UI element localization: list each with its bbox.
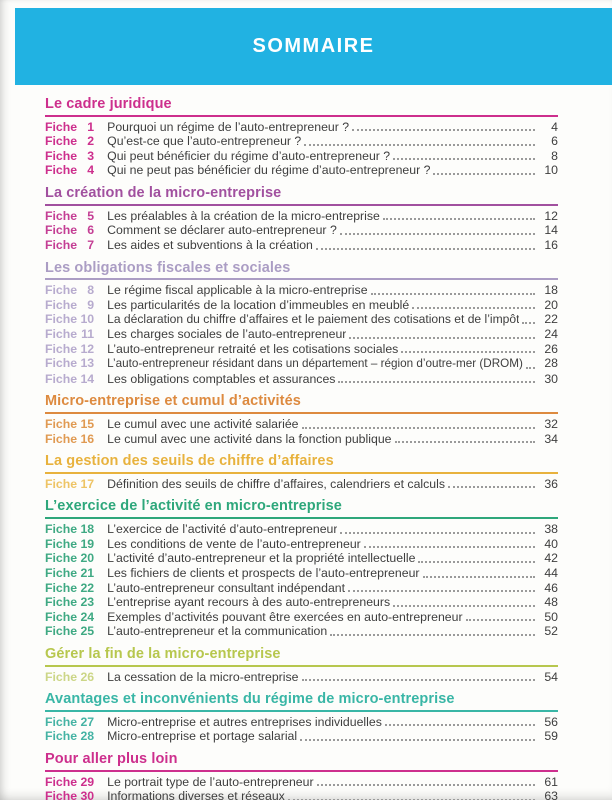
dot-leader <box>349 337 535 339</box>
entry-title: Les fichiers de clients et prospects de l’auto-entrepreneur <box>107 565 420 580</box>
toc-entry <box>45 134 558 149</box>
entry-title: Les aides et subventions à la création <box>107 237 313 252</box>
dot-leader <box>448 486 535 488</box>
fiche-label: Fiche <box>45 163 78 178</box>
dot-leader <box>418 561 535 563</box>
entry-title: L’exercice de l’activité d’auto-entrepreneur <box>107 522 338 537</box>
entry-page-number: 40 <box>544 536 558 551</box>
toc-entry <box>45 670 558 685</box>
fiche-label: Fiche <box>45 624 78 639</box>
dot-leader <box>302 427 535 429</box>
fiche-number: 29 <box>80 774 95 789</box>
section-heading: Micro-entreprise et cumul d’activités <box>45 393 301 410</box>
fiche-label: Fiche <box>45 476 78 491</box>
entry-page-number: 44 <box>544 565 558 580</box>
fiche-number: 10 <box>80 312 95 327</box>
fiche-number: 21 <box>80 565 95 580</box>
fiche-label: Fiche <box>45 326 78 341</box>
header-band <box>15 8 612 85</box>
fiche-label: Fiche <box>45 341 78 356</box>
fiche-number: 30 <box>80 789 95 800</box>
toc-entry <box>45 729 558 744</box>
fiche-number: 12 <box>80 341 95 356</box>
fiche-label: Fiche <box>45 431 78 446</box>
entry-page-number: 28 <box>544 356 558 371</box>
entry-page-number: 26 <box>544 341 558 356</box>
dot-leader <box>385 724 535 726</box>
toc-section <box>45 260 558 387</box>
fiche-number: 9 <box>87 297 95 312</box>
fiche-number: 22 <box>80 580 95 595</box>
fiche-label: Fiche <box>45 371 78 386</box>
entry-title: L’auto-entrepreneur consultant indépendant <box>107 580 346 595</box>
entry-title: La cessation de la micro-entreprise <box>107 669 299 684</box>
fiche-number: 26 <box>80 669 95 684</box>
fiche-number: 27 <box>80 714 95 729</box>
toc-section <box>45 185 558 252</box>
fiche-number: 23 <box>80 595 95 610</box>
toc-section <box>45 646 558 684</box>
entry-title: Les conditions de vente de l’auto-entrepreneur <box>107 536 361 551</box>
fiche-label: Fiche <box>45 119 78 134</box>
toc-entry <box>45 610 558 625</box>
entry-title: Définition des seuils de chiffre d’affaires, calendriers et calculs <box>107 476 446 491</box>
fiche-label: Fiche <box>45 134 78 149</box>
toc-entry <box>45 356 558 372</box>
toc-entry <box>45 581 558 596</box>
entry-title: Pourquoi un régime de l’auto-entrepreneur ? <box>107 119 350 134</box>
section-heading: L’exercice de l’activité en micro-entreprise <box>45 498 342 515</box>
entry-page-number: 52 <box>544 624 558 639</box>
entry-page-number: 10 <box>544 163 558 178</box>
toc-entry <box>45 342 558 357</box>
fiche-number: 7 <box>87 237 95 252</box>
page-title: SOMMAIRE <box>252 35 375 57</box>
section-entries <box>45 670 558 685</box>
dot-leader <box>300 739 535 741</box>
entry-page-number: 14 <box>544 223 558 238</box>
section-underline <box>45 665 558 667</box>
entry-title: Qui ne peut pas bénéficier du régime d’auto-entrepreneur ? <box>107 163 431 178</box>
section-heading: La gestion des seuils de chiffre d’affaires <box>45 453 334 470</box>
dot-leader <box>302 679 535 681</box>
entry-page-number: 32 <box>544 417 558 431</box>
toc-section <box>45 691 558 744</box>
entry-page-number: 6 <box>551 134 558 149</box>
toc-entry <box>45 209 558 224</box>
dot-leader <box>304 144 535 146</box>
section-entries <box>45 715 558 744</box>
fiche-label: Fiche <box>45 714 78 729</box>
entry-page-number: 8 <box>551 148 558 163</box>
section-entries <box>45 120 558 178</box>
toc-entry <box>45 327 558 342</box>
toc-entry <box>45 120 558 135</box>
fiche-number: 15 <box>80 417 95 431</box>
fiche-label: Fiche <box>45 536 78 551</box>
section-underline <box>45 204 558 206</box>
entry-title: Micro-entreprise et portage salarial <box>107 729 298 744</box>
dot-leader <box>330 634 535 636</box>
toc-entry <box>45 298 558 313</box>
dot-leader <box>466 619 535 621</box>
entry-page-number: 4 <box>551 119 558 134</box>
section-heading: Pour aller plus loin <box>45 751 178 767</box>
entry-page-number: 36 <box>544 476 558 491</box>
toc-entry <box>45 238 558 253</box>
fiche-number: 28 <box>80 729 95 744</box>
entry-page-number: 63 <box>544 789 558 800</box>
dot-leader <box>401 351 535 353</box>
toc-section <box>45 751 558 800</box>
section-heading: Le cadre juridique <box>45 96 172 112</box>
section-entries <box>45 522 558 639</box>
fiche-label: Fiche <box>45 774 78 789</box>
section-underline <box>45 770 558 772</box>
fiche-label: Fiche <box>45 208 78 223</box>
fiche-label: Fiche <box>45 312 78 327</box>
dot-leader <box>352 129 535 131</box>
entry-page-number: 34 <box>544 431 558 446</box>
entry-page-number: 30 <box>544 371 558 386</box>
entry-title: Qui peut bénéficier du régime d’auto-entrepreneur ? <box>107 148 391 163</box>
toc-entry <box>45 477 558 492</box>
fiche-number: 5 <box>87 208 95 223</box>
toc-entry <box>45 432 558 447</box>
section-heading: La création de la micro-entreprise <box>45 185 282 202</box>
fiche-number: 25 <box>80 624 95 639</box>
entry-page-number: 48 <box>544 595 558 610</box>
section-underline <box>45 472 558 474</box>
fiche-number: 20 <box>80 551 95 566</box>
dot-leader <box>433 173 535 175</box>
fiche-label: Fiche <box>45 283 78 298</box>
entry-page-number: 22 <box>544 312 558 327</box>
toc-entry <box>45 551 558 566</box>
entry-title: Le portrait type de l’auto-entrepreneur <box>107 774 314 789</box>
fiche-number: 13 <box>80 356 95 371</box>
dot-leader <box>393 605 535 607</box>
fiche-label: Fiche <box>45 356 78 371</box>
entry-title: Les obligations comptables et assurances <box>107 371 336 386</box>
entry-title: Les charges sociales de l’auto-entrepreneur <box>107 326 347 341</box>
toc-section <box>45 96 558 178</box>
entry-page-number: 50 <box>544 609 558 624</box>
fiche-label: Fiche <box>45 580 78 595</box>
entry-page-number: 16 <box>544 237 558 252</box>
entry-page-number: 18 <box>544 283 558 298</box>
section-entries <box>45 477 558 492</box>
entry-page-number: 59 <box>544 729 558 744</box>
entry-title: Le régime fiscal applicable à la micro-entreprise <box>107 283 368 298</box>
section-entries <box>45 417 558 446</box>
section-entries <box>45 775 558 800</box>
fiche-label: Fiche <box>45 223 78 238</box>
toc-entry <box>45 149 558 164</box>
dot-leader <box>522 322 535 324</box>
section-heading: Les obligations fiscales et sociales <box>45 259 291 276</box>
fiche-label: Fiche <box>45 551 78 566</box>
dot-leader <box>316 248 535 250</box>
entry-title: La déclaration du chiffre d’affaires et le paiement des cotisations et de l’impôt <box>107 312 520 327</box>
entry-title: L’activité d’auto-entrepreneur et la propriété intellectuelle <box>107 551 416 566</box>
entry-page-number: 24 <box>544 326 558 341</box>
toc-entry <box>45 595 558 610</box>
toc-section <box>45 453 558 491</box>
toc-entry <box>45 312 558 327</box>
fiche-label: Fiche <box>45 609 78 624</box>
entry-title: L’auto-entrepreneur résidant dans un département – région d’outre-mer (DROM) <box>107 357 523 371</box>
dot-leader <box>393 158 535 160</box>
toc-entry <box>45 566 558 581</box>
entry-page-number: 38 <box>544 522 558 537</box>
dot-leader <box>340 233 535 235</box>
toc-entry <box>45 223 558 238</box>
dot-leader <box>395 441 535 443</box>
section-underline <box>45 517 558 519</box>
fiche-number: 1 <box>87 119 95 134</box>
dot-leader <box>371 293 535 295</box>
fiche-number: 6 <box>87 223 95 238</box>
fiche-number: 18 <box>80 522 95 537</box>
section-entries <box>45 283 558 386</box>
entry-title: Micro-entreprise et autres entreprises individuelles <box>107 714 382 729</box>
entry-page-number: 20 <box>544 297 558 312</box>
fiche-number: 14 <box>80 371 95 386</box>
dot-leader <box>340 532 535 534</box>
toc-entry <box>45 372 558 387</box>
fiche-number: 2 <box>87 134 95 149</box>
dot-leader <box>348 590 535 592</box>
dot-leader <box>526 367 535 369</box>
entry-page-number: 42 <box>544 551 558 566</box>
section-underline <box>45 710 558 712</box>
toc-entry <box>45 789 558 800</box>
fiche-label: Fiche <box>45 237 78 252</box>
fiche-number: 11 <box>81 326 95 341</box>
toc-entry <box>45 624 558 639</box>
fiche-label: Fiche <box>45 297 78 312</box>
section-heading: Avantages et inconvénients du régime de micro-entreprise <box>45 691 455 708</box>
entry-title: Comment se déclarer auto-entrepreneur ? <box>107 223 337 238</box>
dot-leader <box>423 576 535 578</box>
dot-leader <box>383 218 535 220</box>
entry-page-number: 54 <box>544 669 558 684</box>
entry-title: Les préalables à la création de la micro-entreprise <box>107 208 380 223</box>
dot-leader <box>317 784 535 786</box>
fiche-label: Fiche <box>45 729 78 744</box>
section-entries <box>45 209 558 253</box>
dot-leader <box>412 307 535 309</box>
entry-title: Qu’est-ce que l’auto-entrepreneur ? <box>107 134 302 149</box>
entry-page-number: 12 <box>544 208 558 223</box>
fiche-number: 17 <box>80 476 95 491</box>
toc-entry <box>45 537 558 552</box>
entry-title: L’entreprise ayant recours à des auto-entrepreneurs <box>107 595 391 610</box>
toc-entry <box>45 417 558 432</box>
entry-page-number: 46 <box>544 580 558 595</box>
fiche-label: Fiche <box>45 669 78 684</box>
entry-title: Informations diverses et réseaux <box>107 789 285 800</box>
section-underline <box>45 278 558 280</box>
fiche-number: 16 <box>80 431 95 446</box>
toc-section <box>45 393 558 446</box>
entry-title: L’auto-entrepreneur et la communication <box>107 624 328 639</box>
dot-leader <box>364 546 535 548</box>
section-underline <box>45 115 558 117</box>
fiche-number: 24 <box>80 609 95 624</box>
entry-title: Les particularités de la location d’immeubles en meublé <box>107 297 410 312</box>
fiche-label: Fiche <box>45 565 78 580</box>
dot-leader <box>338 381 535 383</box>
toc-entry <box>45 163 558 178</box>
toc-entry <box>45 715 558 730</box>
fiche-label: Fiche <box>45 148 78 163</box>
fiche-label: Fiche <box>45 595 78 610</box>
entry-page-number: 56 <box>544 714 558 729</box>
entry-title: Le cumul avec une activité dans la fonction publique <box>107 431 392 446</box>
fiche-number: 8 <box>87 283 95 298</box>
section-heading: Gérer la fin de la micro-entreprise <box>45 645 281 662</box>
fiche-number: 19 <box>80 536 95 551</box>
fiche-number: 3 <box>87 148 95 163</box>
toc-entry <box>45 283 558 298</box>
section-underline <box>45 412 558 414</box>
entry-title: Le cumul avec une activité salariée <box>107 417 299 431</box>
fiche-label: Fiche <box>45 789 78 800</box>
toc-entry <box>45 522 558 537</box>
toc-entry <box>45 775 558 790</box>
fiche-number: 4 <box>87 163 95 178</box>
toc-section <box>45 498 558 638</box>
entry-title: Exemples d’activités pouvant être exercées en auto-entrepreneur <box>107 609 463 624</box>
entry-title: L’auto-entrepreneur retraité et les cotisations sociales <box>107 341 399 356</box>
toc <box>45 96 558 800</box>
fiche-label: Fiche <box>45 522 78 537</box>
entry-page-number: 61 <box>544 774 558 789</box>
fiche-label: Fiche <box>45 417 78 431</box>
